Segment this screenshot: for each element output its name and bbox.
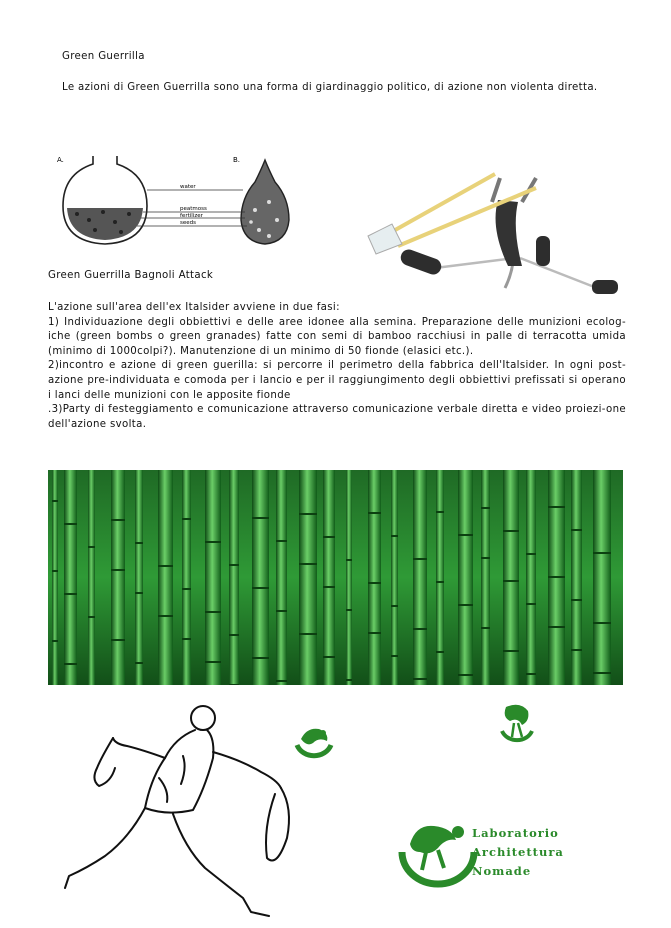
- bamboo-stalk: [391, 470, 398, 685]
- bamboo-node: [111, 639, 125, 641]
- bamboo-stalk: [64, 470, 77, 685]
- bamboo-stalk: [346, 470, 352, 685]
- bamboo-node: [52, 640, 58, 642]
- bamboo-node: [571, 529, 582, 531]
- bamboo-node: [323, 586, 335, 588]
- bamboo-stalk: [299, 470, 317, 685]
- bamboo-node: [276, 680, 287, 682]
- running-thrower-drawing: [55, 698, 330, 928]
- bamboo-node: [252, 657, 269, 659]
- bamboo-node: [481, 557, 490, 559]
- layer-label-water: water: [180, 184, 196, 190]
- bamboo-node: [158, 565, 173, 567]
- bamboo-node: [593, 552, 611, 554]
- bamboo-node: [413, 628, 427, 630]
- bamboo-node: [158, 615, 173, 617]
- bamboo-node: [391, 605, 398, 607]
- bamboo-stalk: [158, 470, 173, 685]
- bamboo-node: [548, 626, 565, 628]
- bamboo-node: [503, 650, 519, 652]
- bamboo-node: [548, 506, 565, 508]
- logo-line-2: Architettura: [472, 845, 564, 859]
- bamboo-node: [593, 622, 611, 624]
- bamboo-node: [182, 588, 191, 590]
- bamboo-node: [323, 536, 335, 538]
- section-subtitle: Green Guerrilla Bagnoli Attack: [48, 270, 214, 281]
- body-text: [48, 301, 626, 432]
- bamboo-node: [299, 633, 317, 635]
- bamboo-node: [481, 627, 490, 629]
- bamboo-node: [458, 604, 473, 606]
- bamboo-node: [229, 634, 239, 636]
- bamboo-node: [135, 592, 143, 594]
- logo-line-3: Nomade: [472, 864, 532, 878]
- bamboo-node: [391, 535, 398, 537]
- bamboo-node: [391, 655, 398, 657]
- bamboo-node: [182, 518, 191, 520]
- bamboo-node: [436, 581, 444, 583]
- bamboo-node: [135, 542, 143, 544]
- bamboo-node: [571, 599, 582, 601]
- seed-bomb-diagram: [55, 150, 320, 255]
- bamboo-node: [299, 563, 317, 565]
- bamboo-node: [593, 672, 611, 674]
- bamboo-node: [526, 553, 536, 555]
- bamboo-node: [481, 507, 490, 509]
- bamboo-stalk: [52, 470, 58, 685]
- bamboo-node: [135, 662, 143, 664]
- diagram-label-a: A.: [57, 156, 64, 164]
- bamboo-node: [368, 632, 381, 634]
- bamboo-node: [571, 649, 582, 651]
- bamboo-node: [229, 564, 239, 566]
- bamboo-node: [88, 546, 95, 548]
- green-figure-icon: [496, 701, 536, 745]
- bamboo-node: [276, 540, 287, 542]
- bamboo-stalk: [205, 470, 221, 685]
- page-title: Green Guerrilla: [62, 51, 145, 62]
- bamboo-node: [346, 609, 352, 611]
- bamboo-node: [458, 674, 473, 676]
- bamboo-stalk: [276, 470, 287, 685]
- bamboo-stalk: [481, 470, 490, 685]
- laboratorio-logo-text: [472, 824, 564, 881]
- laboratorio-logo-icon: [398, 818, 478, 888]
- bamboo-node: [205, 661, 221, 663]
- bamboo-node: [548, 576, 565, 578]
- bamboo-node: [276, 610, 287, 612]
- layer-label-peatmoss: peatmoss: [180, 206, 207, 212]
- bamboo-node: [88, 616, 95, 618]
- bamboo-stalk: [593, 470, 611, 685]
- bamboo-node: [64, 523, 77, 525]
- layer-label-fertilizer: fertilizer: [180, 213, 203, 219]
- bamboo-forest-image: [48, 470, 623, 685]
- bamboo-node: [503, 580, 519, 582]
- bamboo-stalk: [526, 470, 536, 685]
- bamboo-node: [64, 663, 77, 665]
- bamboo-node: [252, 587, 269, 589]
- bamboo-stalk: [368, 470, 381, 685]
- bamboo-stalk: [413, 470, 427, 685]
- bamboo-node: [526, 603, 536, 605]
- bamboo-node: [205, 541, 221, 543]
- diagram-label-b: B.: [233, 156, 241, 164]
- bamboo-node: [368, 582, 381, 584]
- bamboo-node: [436, 651, 444, 653]
- intro-paragraph: Le azioni di Green Guerrilla sono una forma di giardinaggio politico, di azione non violenta diretta.: [62, 82, 598, 93]
- bamboo-stalk: [229, 470, 239, 685]
- bamboo-node: [182, 638, 191, 640]
- bamboo-stalk: [323, 470, 335, 685]
- bamboo-node: [346, 679, 352, 681]
- bamboo-node: [503, 530, 519, 532]
- bamboo-node: [252, 517, 269, 519]
- bamboo-stalk: [182, 470, 191, 685]
- bamboo-node: [299, 513, 317, 515]
- bamboo-node: [413, 558, 427, 560]
- green-stamp-icon: [293, 723, 335, 763]
- bamboo-node: [111, 569, 125, 571]
- bamboo-node: [458, 534, 473, 536]
- bamboo-node: [52, 570, 58, 572]
- bamboo-node: [368, 512, 381, 514]
- bamboo-stalk: [135, 470, 143, 685]
- layer-label-seeds: seeds: [180, 220, 196, 226]
- bamboo-node: [52, 500, 58, 502]
- body-phase-1: 1) Individuazione degli obbiettivi e delle aree idonee alla semina. Preparazione delle munizioni ecolog-iche (green bombs o green granades) fatte con semi di bamboo racchiusi in palle di terracotta umida (minimo di 1000colpi?). Manutenzione di un minimo di 50 fionde (elasici etc.).: [48, 316, 626, 357]
- logo-line-1: Laboratorio: [472, 826, 559, 840]
- bamboo-stalk: [111, 470, 125, 685]
- bamboo-stalk: [571, 470, 582, 685]
- body-phase-2: 2)incontro e azione di green guerilla: si percorre il perimetro della fabbrica dell'Italsider. In ogni post-azione pre-individuata e comoda per i lancio e per il raggiungimento degli obbiettivi prefissati si operano i lanci delle munizioni con le apposite fionde: [48, 360, 626, 401]
- bamboo-stalk: [252, 470, 269, 685]
- bamboo-node: [64, 593, 77, 595]
- bamboo-node: [229, 684, 239, 685]
- bamboo-node: [111, 519, 125, 521]
- bamboo-node: [323, 656, 335, 658]
- bamboo-node: [205, 611, 221, 613]
- bamboo-node: [413, 678, 427, 680]
- body-phase-3: .3)Party di festeggiamento e comunicazione attraverso comunicazione verbale diretta e video proiezi-one dell'azione svolta.: [48, 404, 626, 430]
- bamboo-stalk: [88, 470, 95, 685]
- slingshot-image: [340, 148, 630, 308]
- bamboo-stalk: [458, 470, 473, 685]
- bamboo-node: [346, 559, 352, 561]
- bamboo-stalk: [503, 470, 519, 685]
- bamboo-node: [526, 673, 536, 675]
- body-lead: L'azione sull'area dell'ex Italsider avviene in due fasi:: [48, 302, 340, 313]
- bamboo-node: [436, 511, 444, 513]
